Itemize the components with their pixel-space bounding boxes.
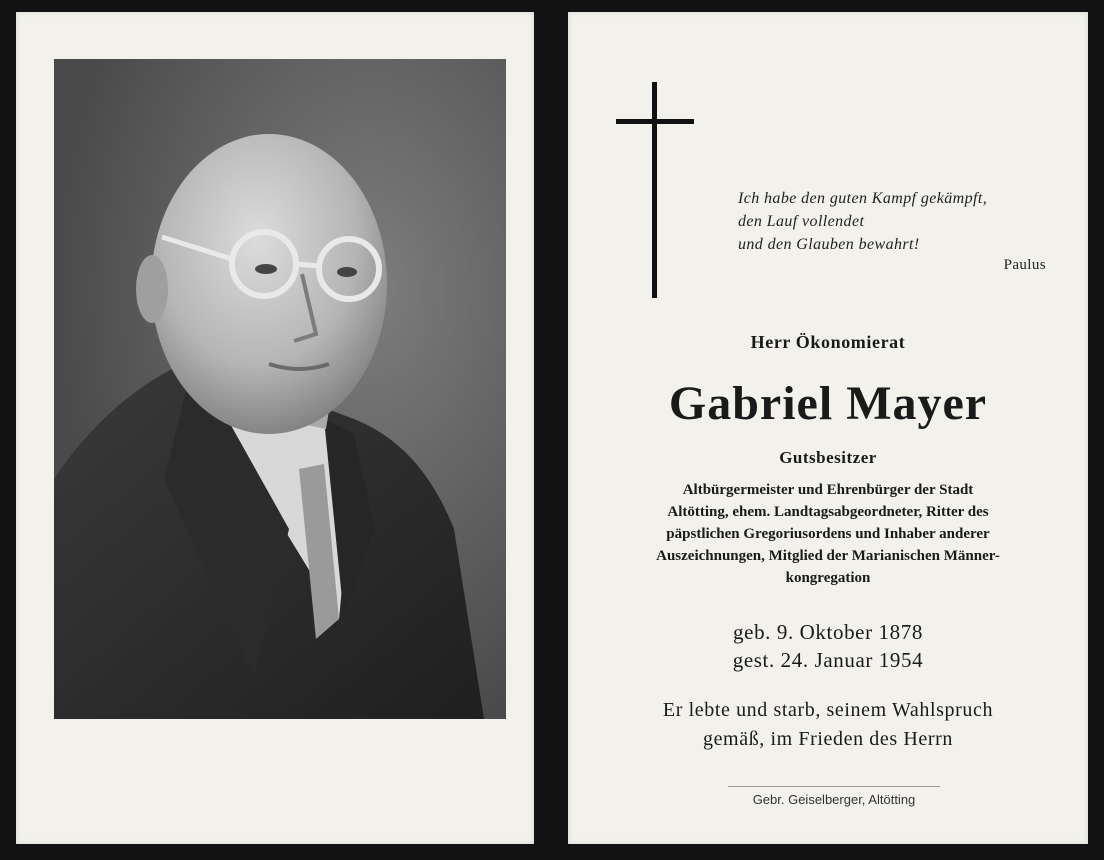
printer-credit: Gebr. Geiselberger, Altötting xyxy=(752,792,916,807)
motto-text xyxy=(568,696,1088,754)
birth-date: geb. 9. Oktober 1878 xyxy=(733,620,923,644)
titles-line: päpstlichen Gregoriusordens und Inhaber anderer xyxy=(666,526,990,542)
quote-line: den Lauf vollendet xyxy=(738,213,865,230)
left-card-panel xyxy=(16,12,534,844)
honors-titles xyxy=(568,479,1088,589)
quote-line: und den Glauben bewahrt! xyxy=(738,236,920,253)
printer-divider xyxy=(728,786,940,787)
titles-line: Altbürgermeister und Ehrenbürger der Stadt xyxy=(682,482,974,498)
motto-line: Er lebte und starb, seinem Wahlspruch xyxy=(662,699,994,721)
right-card-panel xyxy=(568,12,1088,844)
occupation: Gutsbesitzer xyxy=(779,448,877,467)
bible-quote xyxy=(738,187,1048,256)
honorific-title: Herr Ökonomierat xyxy=(750,332,906,352)
quote-line: Ich habe den guten Kampf gekämpft, xyxy=(738,190,988,207)
titles-line: kongregation xyxy=(785,570,871,586)
portrait-photo xyxy=(54,59,506,719)
cross-icon xyxy=(616,82,694,298)
deceased-name: Gabriel Mayer xyxy=(668,377,988,430)
titles-line: Auszeichnungen, Mitglied der Marianischen Männer- xyxy=(656,548,1000,564)
death-date: gest. 24. Januar 1954 xyxy=(732,648,924,672)
motto-line: gemäß, im Frieden des Herrn xyxy=(702,728,954,750)
quote-attribution: Paulus xyxy=(1003,257,1046,273)
titles-line: Altötting, ehem. Landtagsabgeordneter, Ritter des xyxy=(667,504,989,520)
